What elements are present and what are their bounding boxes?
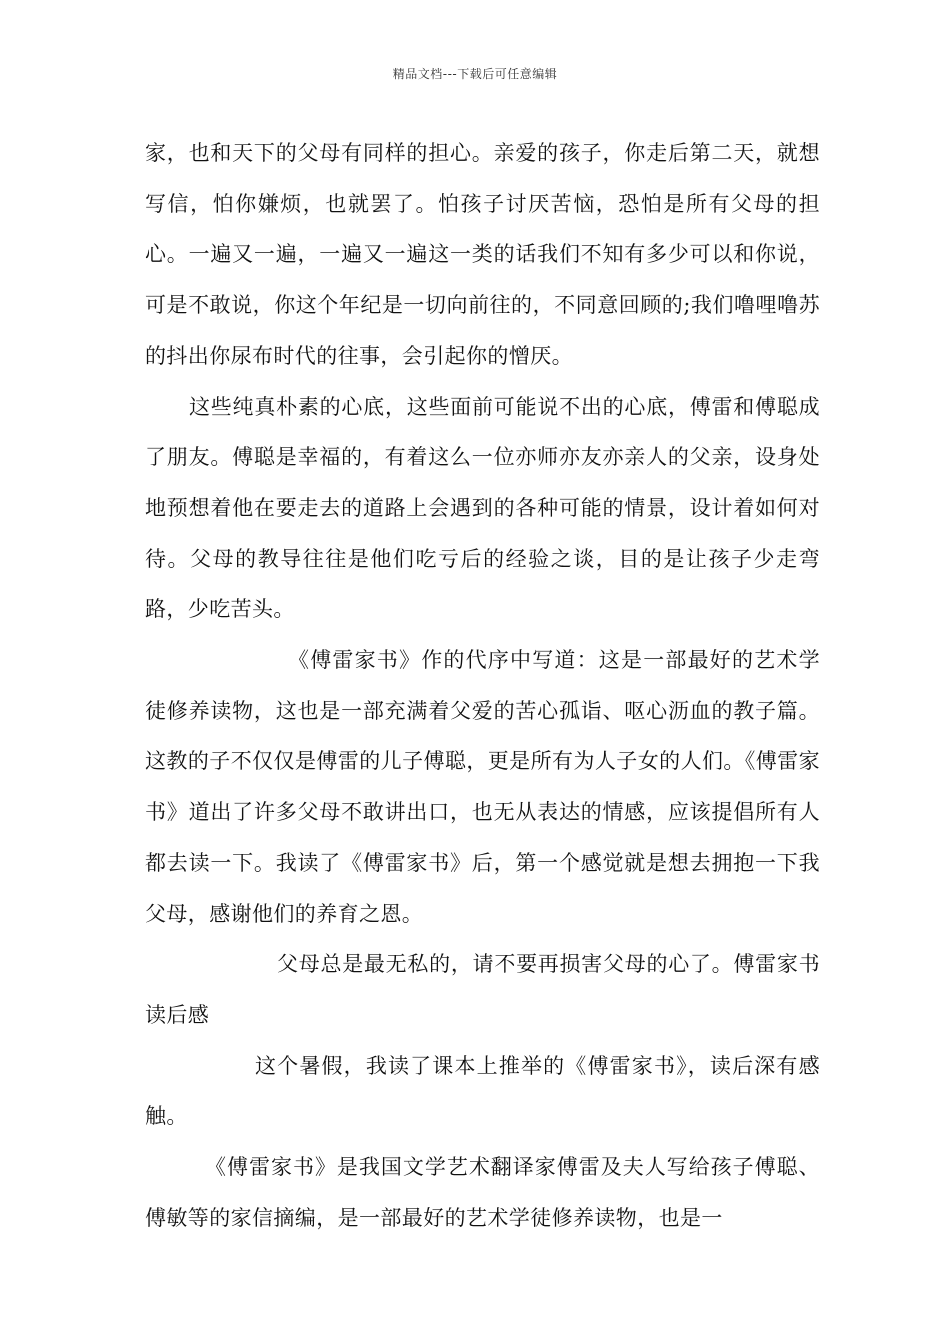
paragraph-4: 父母总是最无私的，请不要再损害父母的心了。傅雷家书读后感 xyxy=(145,952,820,1027)
document-body xyxy=(145,128,820,1243)
paragraph-6: 《傅雷家书》是我国文学艺术翻译家傅雷及夫人写给孩子傅聪、傅敏等的家信摘编，是一部最好的艺术学徒修养读物，也是一 xyxy=(145,1155,820,1230)
paragraph-2: 这些纯真朴素的心底，这些面前可能说不出的心底，傅雷和傅聪成了朋友。傅聪是幸福的，有着这么一位亦师亦友亦亲人的父亲，设身处地预想着他在要走去的道路上会遇到的各种可能的情景，设计着如何对待。父母的教导往往是他们吃亏后的经验之谈，目的是让孩子少走弯路，少吃苦头。 xyxy=(145,394,820,622)
paragraph-3: 《傅雷家书》作的代序中写道：这是一部最好的艺术学徒修养读物，这也是一部充满着父爱的苦心孤诣、呕心沥血的教子篇。这教的子不仅仅是傅雷的儿子傅聪，更是所有为人子女的人们。《傅雷家书》道出了许多父母不敢讲出口，也无从表达的情感，应该提倡所有人都去读一下。我读了《傅雷家书》后，第一个感觉就是想去拥抱一下我父母，感谢他们的养育之恩。 xyxy=(145,648,820,926)
paragraph-1: 家，也和天下的父母有同样的担心。亲爱的孩子，你走后第二天，就想写信，怕你嫌烦，也就罢了。怕孩子讨厌苦恼，恐怕是所有父母的担心。一遍又一遍，一遍又一遍这一类的话我们不知有多少可以和你说，可是不敢说，你这个年纪是一切向前往的，不同意回顾的;我们噜哩噜苏的抖出你尿布时代的往事，会引起你的憎厌。 xyxy=(145,141,820,368)
paragraph-5: 这个暑假，我读了课本上推举的《傅雷家书》，读后深有感触。 xyxy=(145,1053,820,1129)
page-header: 精品文档---下载后可任意编辑 xyxy=(392,67,558,81)
